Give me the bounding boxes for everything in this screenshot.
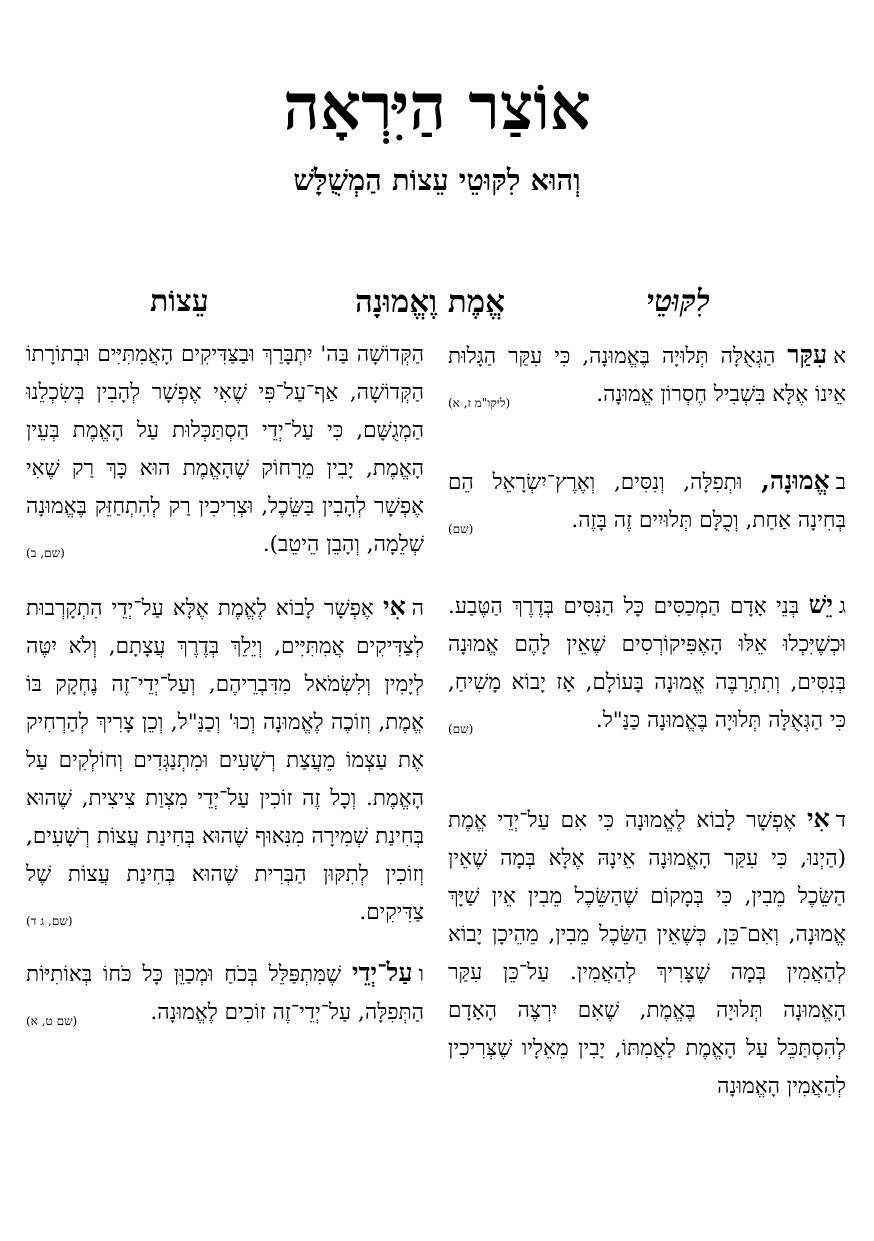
entry-he [26, 588, 424, 932]
left-column [26, 336, 424, 1032]
right-column [448, 336, 846, 1106]
entry-aleph [448, 336, 846, 414]
entry-source: (שם) [448, 722, 474, 736]
book-subtitle: וְהוּא לִקּוּטֵי עֵצוֹת הַמְשֻׁלָּשׁ [293, 163, 581, 197]
entry-number: ו [418, 962, 424, 987]
entry-lead-word: עַל־יְדֵי [351, 958, 413, 987]
entry-lead-word: אֱמוּנָה, [761, 466, 830, 495]
section-header [150, 280, 710, 330]
book-title: אוֹצַר הַיִּרְאָה [283, 70, 591, 145]
entry-source: (ליקו"מ ז, א) [448, 396, 511, 410]
entry-text: אֶפְשָׁר לָבוֹא לֶאֱמוּנָה כִּי אִם עַל־יְדֵי אֱמֶת (הַיְנוּ, כִּי עִקַּר הָאֱמוּנָה אֵינָהּ אֶלָּא בְּמָה שֶׁאֵין הַשֵּׂכֶל מֵבִין, כִּי בְּמָקוֹם שֶׁהַשֵּׂכֶל מֵבִין אֵין שַׁיָּךְ אֱמוּנָה, וְאִם־כֵּן, כְּשֶׁאֵין הַשֵּׂכֶל מֵבִין, מֵהֵיכָן יָבוֹא לְהַאֲמִין בְּמָה שֶׁצָּרִיךְ לְהַאֲמִין. עַל־כֵּן עִקַּר הָאֱמוּנָה תְּלוּיָה בֶּאֱמֶת, שֶׁאִם יִרְצֶה הָאָדָם לְהִסְתַּכֵּל עַל הָאֱמֶת לַאֲמִתּוֹ, יָבִין מֵאֵלָיו שֶׁצְּרִיכִין לְהַאֲמִין הָאֱמוּנָה [448, 808, 846, 1099]
entry-lead-word: אִי [807, 804, 830, 833]
entry-source: (שם ט, א) [26, 1014, 78, 1028]
entry-text: הַגְּאֻלָּה תְּלוּיָה בֶּאֱמוּנָה, כִּי עִקַּר הַגָּלוּת אֵינוֹ אֶלָּא בִּשְׁבִיל חֶסְרוֹן אֱמוּנָה. [448, 344, 846, 407]
entry-lead-word: אִי [383, 592, 406, 621]
entry-number: ב [835, 470, 846, 495]
entry-vav [26, 954, 424, 1032]
entry-number: ג [838, 594, 846, 619]
entry-dalet-continued [26, 336, 424, 564]
section-header-right: לִקּוּטֵי [646, 284, 710, 319]
entry-text: וּתְפִלָּה, וְנִסִּים, וְאֶרֶץ־יִשְׂרָאֵל הֵם בְּחִינָה אַחַת, וְכֻלָּם תְּלוּיִים זֶה בָּזֶה. [448, 470, 846, 533]
entry-bet [448, 462, 846, 540]
section-title: אֱמֶת וֶאֱמוּנָה [354, 284, 506, 320]
entry-source: (שם, ג ד) [26, 914, 73, 928]
entry-source: (שם, ב) [26, 546, 65, 560]
entry-number: א [833, 344, 846, 369]
entry-text: הַקְּדוֹשָׁה בַּה' יִתְבָּרַךְ וּבַצַּדִּיקִים הָאֲמִתִּיִּים וּבְתוֹרָתוֹ הַקְּדוֹשָׁה, אַף־עַל־פִּי שֶׁאִי אֶפְשָׁר לְהָבִין בְּשִׂכְלֵנוּ הַמְגֻשָּׁם, כִּי עַל־יְדֵי הַסְתַּכְּלוּת עַל הָאֱמֶת בְּעֵין הָאֱמֶת, יָבִין מֵרָחוֹק שֶׁהָאֱמֶת הוּא כָּךְ רַק שֶׁאִי אֶפְשָׁר לְהָבִין בַּשֵּׂכֶל, וּצְרִיכִין רַק לְהִתְחַזֵּק בֶּאֱמוּנָה שְׁלֵמָה, וְהָבֵן הֵיטֵב). [26, 342, 424, 557]
section-header-left: עֵצוֹת [150, 284, 209, 319]
entry-number: ד [835, 808, 846, 833]
entry-lead-word: יֵשׁ [808, 590, 833, 619]
entry-text: שֶׁמִּתְפַּלֵּל בְּכֹחַ וּמְכַוֵּן כָּל כֹּחוֹ בְּאוֹתִיּוֹת הַתְּפִלָּה, עַל־יְדֵי־זֶה זוֹכִים לֶאֱמוּנָה. [26, 962, 424, 1025]
entry-lead-word: עִקַּר [787, 340, 828, 369]
entry-gimel [448, 586, 846, 740]
entry-source: (שם) [448, 522, 474, 536]
entry-dalet [448, 800, 846, 1106]
entry-text: בְּנֵי אָדָם הַמְכַסִּים כָּל הַנִּסִּים בְּדֶרֶךְ הַטֶּבַע. וּכְשֶׁיִּכְלוּ אֵלּוּ הָאֶפִּיקוֹרְסִים שֶׁאֵין לָהֶם אֱמוּנָה בְּנִסִּים, וְתִתְרַבֶּה אֱמוּנָה בָּעוֹלָם, אָז יָבוֹא מָשִׁיחַ, כִּי הַגְּאֻלָּה תְּלוּיָה בֶּאֱמוּנָה כַּנַּ"ל. [448, 594, 846, 733]
entry-number: ה [411, 596, 424, 621]
entry-text: אֶפְשָׁר לָבוֹא לֶאֱמֶת אֶלָּא עַל־יְדֵי הִתְקָרְבוּת לְצַדִּיקִים אֲמִתִּיִּים, וְיֵלֵךְ בְּדֶרֶךְ עֲצָתָם, וְלֹא יִטֶּה לְיָמִין וְלִשְׂמֹאל מִדִּבְרֵיהֶם, וְעַל־יְדֵי־זֶה נֶחְקָק בּוֹ אֱמֶת, וְזוֹכֶה לֶאֱמוּנָה וְכוּ' וְכַנַּ"ל, וְכֵן צָרִיךְ לְהַרְחִיק אֶת עַצְמוֹ מֵעֲצַת רְשָׁעִים וּמִתְנַגְּדִים וְחוֹלְקִים עַל הָאֱמֶת. וְכָל זֶה זוֹכִין עַל־יְדֵי מִצְוַת צִיצִית, שֶׁהוּא בְּחִינַת שְׁמִירָה מִנִּאוּף שֶׁהוּא בְּחִינַת עֲצוֹת רְשָׁעִים, וְזוֹכִין לְתִקּוּן הַבְּרִית שֶׁהוּא בְּחִינַת עֲצוֹת שֶׁל צַדִּיקִים. [26, 596, 424, 925]
